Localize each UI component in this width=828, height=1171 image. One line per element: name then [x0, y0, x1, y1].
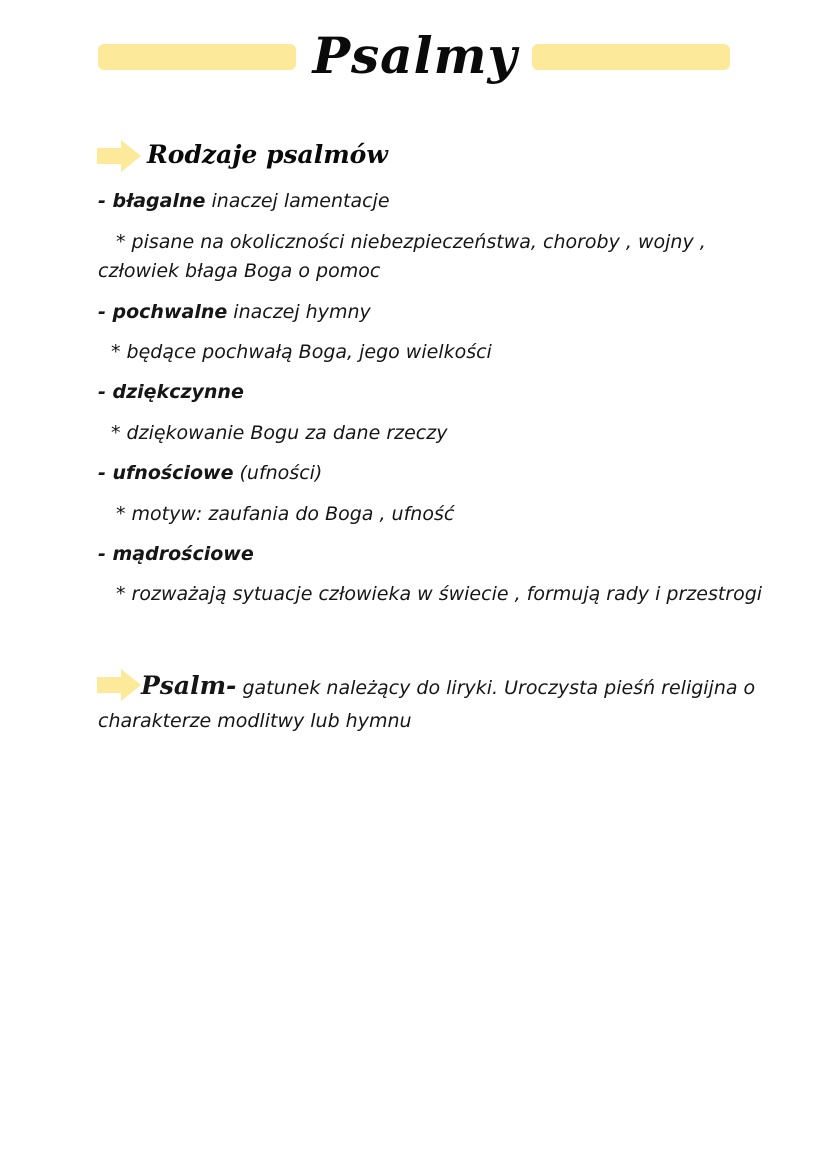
term-pochwalne: - pochwalne: [98, 301, 228, 323]
list-item-blagalne: [98, 187, 390, 215]
detail-pochwalne: * będące pochwałą Boga, jego wielkości: [111, 341, 492, 363]
title-banner: [98, 24, 730, 94]
term-psalm: Psalm-: [141, 671, 237, 700]
detail-blagalne-line2: człowiek błaga Boga o pomoc: [98, 260, 381, 282]
detail-blagalne-line1: * pisane na okoliczności niebezpieczeństwa, choroby , wojny ,: [116, 231, 706, 253]
term-blagalne: - błagalne: [98, 190, 206, 212]
page-title: Psalmy: [312, 26, 518, 85]
term-description: inaczej hymny: [227, 301, 371, 323]
definition-psalm-line1: [141, 672, 755, 702]
detail-ufnosciowe: * motyw: zaufania do Boga , ufność: [116, 503, 455, 525]
term-description: inaczej lamentacje: [205, 190, 390, 212]
term-ufnosciowe: - ufnościowe: [98, 462, 234, 484]
detail-dziekczynne: * dziękowanie Bogu za dane rzeczy: [111, 422, 448, 444]
list-item-ufnosciowe: [98, 459, 322, 487]
definition-psalm-line2: charakterze modlitwy lub hymnu: [98, 710, 412, 732]
list-item-madrosciowe: [98, 540, 254, 568]
term-dziekczynne: - dziękczynne: [98, 381, 244, 403]
term-madrosciowe: - mądrościowe: [98, 543, 254, 565]
arrow-right-icon: [97, 669, 141, 701]
list-item-pochwalne: [98, 298, 371, 326]
title-highlight-left: [98, 44, 296, 70]
definition-text: gatunek należący do liryki. Uroczysta pieśń religijna o: [236, 677, 756, 699]
list-item-dziekczynne: [98, 378, 244, 406]
section-heading-rodzaje: Rodzaje psalmów: [147, 140, 388, 169]
title-highlight-right: [532, 44, 730, 70]
detail-madrosciowe: * rozważają sytuacje człowieka w świecie , formują rady i przestrogi: [116, 583, 763, 605]
term-description: (ufności): [233, 462, 323, 484]
arrow-right-icon: [97, 140, 141, 172]
